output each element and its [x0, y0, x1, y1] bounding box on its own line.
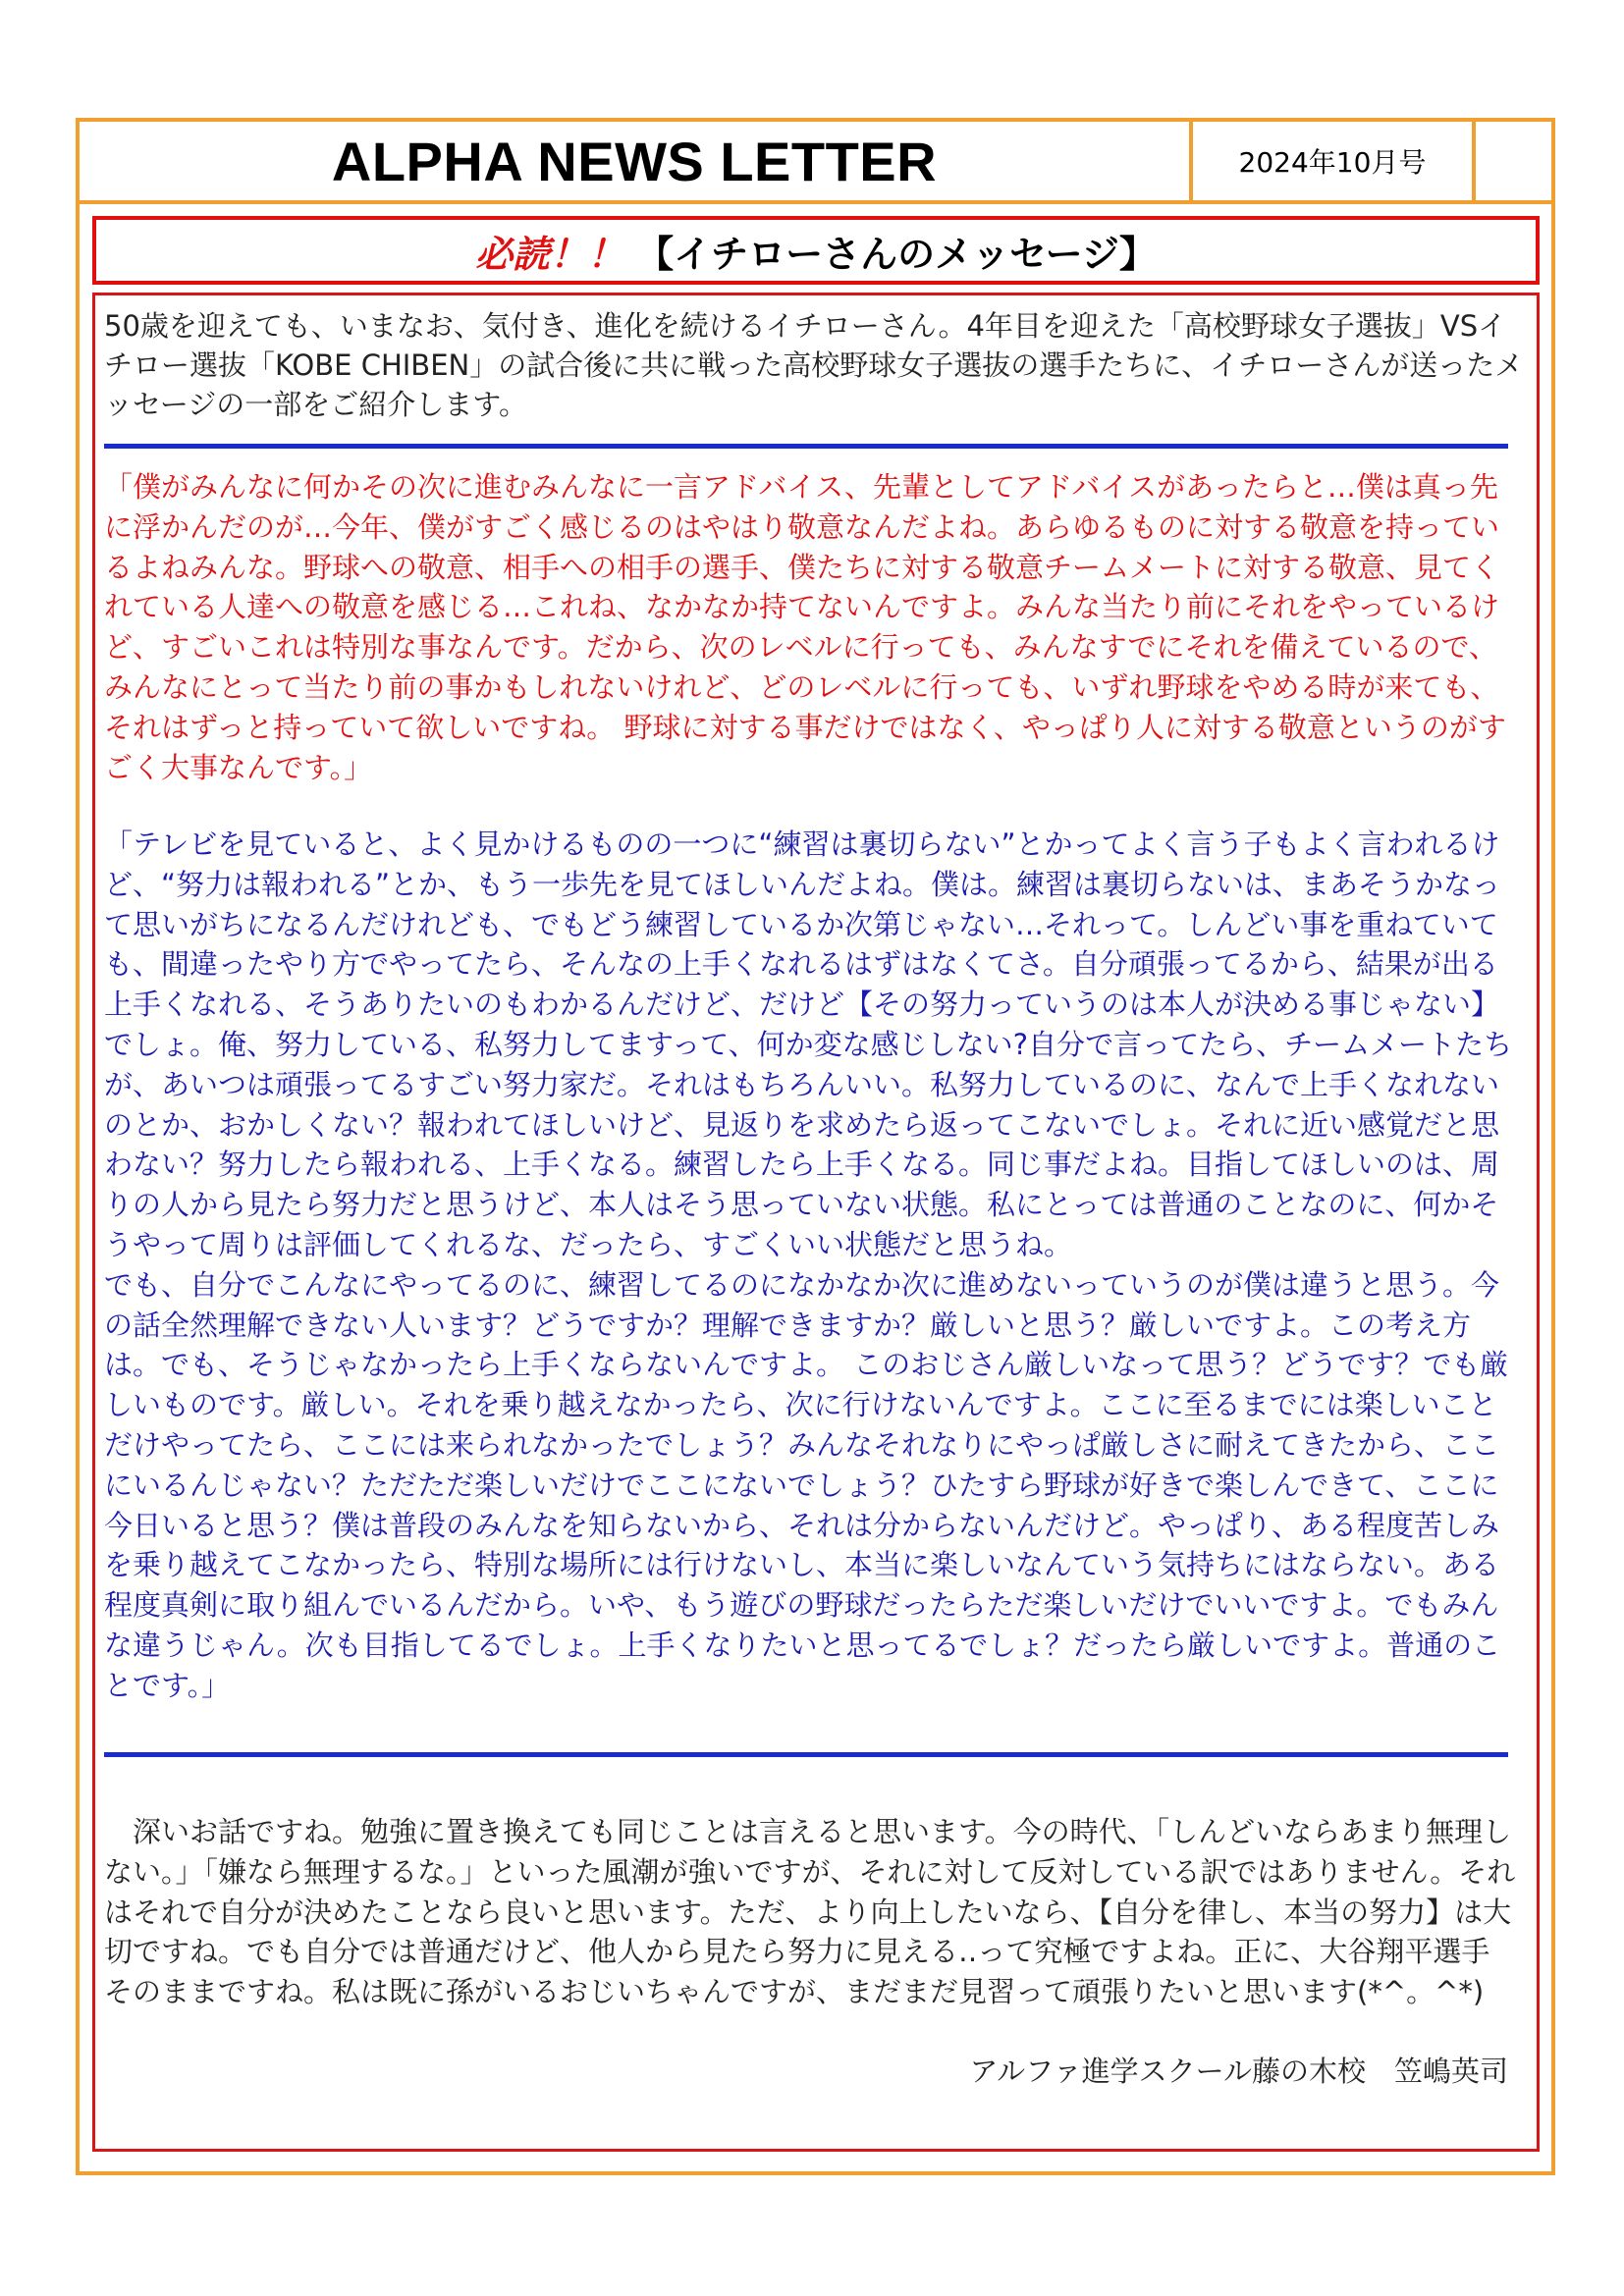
- quote-effort-text-1: 「テレビを見ていると、よく見かけるものの一つに“練習は裏切らない”とかってよく言う子もよく言われるけど、“努力は報われる”とか、もう一歩先を見てほしいんだよね。僕は。練習は裏切らないは、まあそうかなって思いがちになるんだけれども、でもどう練習しているか次第じゃない…それって。しんどい事を重ねていても、間違ったやり方でやってたら、そんなの上手くなれるはずはなくてさ。自分頑張ってるから、結果が出る上手くなれる、そうありたいのもわかるんだけど、だけど【その努力っていうのは本人が決める事じゃない】でしょ。俺、努力している、私努力してますって、何か変な感じしない?自分で言ってたら、チームメートたちが、あいつは頑張ってるすごい努力家だ。それはもちろんいい。私努力しているのに、なんで上手くなれないのとか、おかしくない？報われてほしいけど、見返りを求めたら返ってこないでしょ。それに近い感覚だと思わない？努力したら報われる、上手くなる。練習したら上手くなる。同じ事だよね。目指してほしいのは、周りの人から見たら努力だと思うけど、本人はそう思っていない状態。私にとっては普通のことなのに、何かそうやって周りは評価してくれるな、だったら、すごくいい状態だと思うね。: [104, 828, 1513, 1261]
- divider-bottom: [104, 1752, 1508, 1757]
- closing-text: 深いお話ですね。勉強に置き換えても同じことは言えると思います。今の時代、「しんどいならあまり無理しない。」「嫌なら無理するな。」といった風潮が強いですが、それに対して反対している訳ではありません。それはそれで自分が決めたことなら良いと思います。ただ、より向上したいなら、【自分を律し、本当の努力】は大切ですね。でも自分では普通だけど、他人から見たら努力に見える‥って究極ですよね。正に、大谷翔平選手そのままですね。私は既に孫がいるおじいちゃんですが、まだまだ見習って頑張りたいと思います(*^。^*): [104, 1815, 1516, 2009]
- issue-date: 2024年10月号: [1238, 146, 1427, 179]
- newsletter-header: [76, 118, 1555, 204]
- quote-effort: [104, 825, 1518, 1706]
- intro-paragraph: [104, 306, 1528, 424]
- quote-respect-text: 「僕がみんなに何かその次に進むみんなに一言アドバイス、先輩としてアドバイスがあったらと…僕は真っ先に浮かんだのが…今年、僕がすごく感じるのはやはり敬意なんだよね。あらゆるものに対する敬意を持っているよねみんな。野球への敬意、相手への相手の選手、僕たちに対する敬意チームメートに対する敬意、見てくれている人達への敬意を感じる…これね、なかなか持てないんですよ。みんな当たり前にそれをやっているけど、すごいこれは特別な事なんです。だから、次のレベルに行っても、みんなすでにそれを備えているので、みんなにとって当たり前の事かもしれないけれど、どのレベルに行っても、いずれ野球をやめる時が来ても、それはずっと持っていて欲しいですね。 野球に対する事だけではなく、やっぱり人に対する敬意というのがすごく大事なんです。」: [104, 470, 1506, 784]
- empty-cell: [1472, 122, 1546, 200]
- quote-effort-text-2: でも、自分でこんなにやってるのに、練習してるのになかなか次に進めないっていうのが僕は違うと思う。今の話全然理解できない人います？どうですか？理解できますか？厳しいと思う？厳しいですよ。この考え方は。でも、そうじゃなかったら上手くならないんですよ。 このおじさん厳しいなって思う？どうです？でも厳しいものです。厳しい。それを乗り越えなかったら、次に行けないんですよ。ここに至るまでには楽しいことだけやってたら、ここには来られなかったでしょう？みんなそれなりにやっぱ厳しさに耐えてきたから、ここにいるんじゃない？ただただ楽しいだけでここにないでしょう？ひたすら野球が好きで楽しんできて、ここに今日いると思う？僕は普段のみんなを知らないから、それは分からないんだけど。やっぱり、ある程度苦しみを乗り越えてこなかったら、特別な場所には行けないし、本当に楽しいなんていう気持ちにはならない。ある程度真剣に取り組んでいるんだから。いや、もう遊びの野球だったらただ楽しいだけでいいですよ。でもみんな違うじゃん。次も目指してるでしょ。上手くなりたいと思ってるでしょ？だったら厳しいですよ。普通のことです。」: [104, 1267, 1509, 1702]
- newsletter-title: ALPHA NEWS LETTER: [331, 130, 938, 192]
- quote-respect: [104, 467, 1518, 787]
- closing-comment: [104, 1812, 1518, 2012]
- headline-subject: 【イチローさんのメッセージ】: [636, 232, 1157, 276]
- headline-box: [92, 216, 1540, 285]
- divider-top: [104, 444, 1508, 449]
- intro-text: 50歳を迎えても、いまなお、気付き、進化を続けるイチローさん。4年目を迎えた「高校野球女子選抜」VSイチロー選抜「KOBE CHIBEN」の試合後に共に戦った高校野球女子選抜の選手たちに、イチローさんが送ったメッセージの一部をご紹介します。: [104, 309, 1524, 421]
- must-read-label: 必読！！: [475, 232, 625, 276]
- signature: アルファ進学スクール藤の木校 笠嶋英司: [969, 2055, 1508, 2088]
- issue-box: [1189, 122, 1546, 200]
